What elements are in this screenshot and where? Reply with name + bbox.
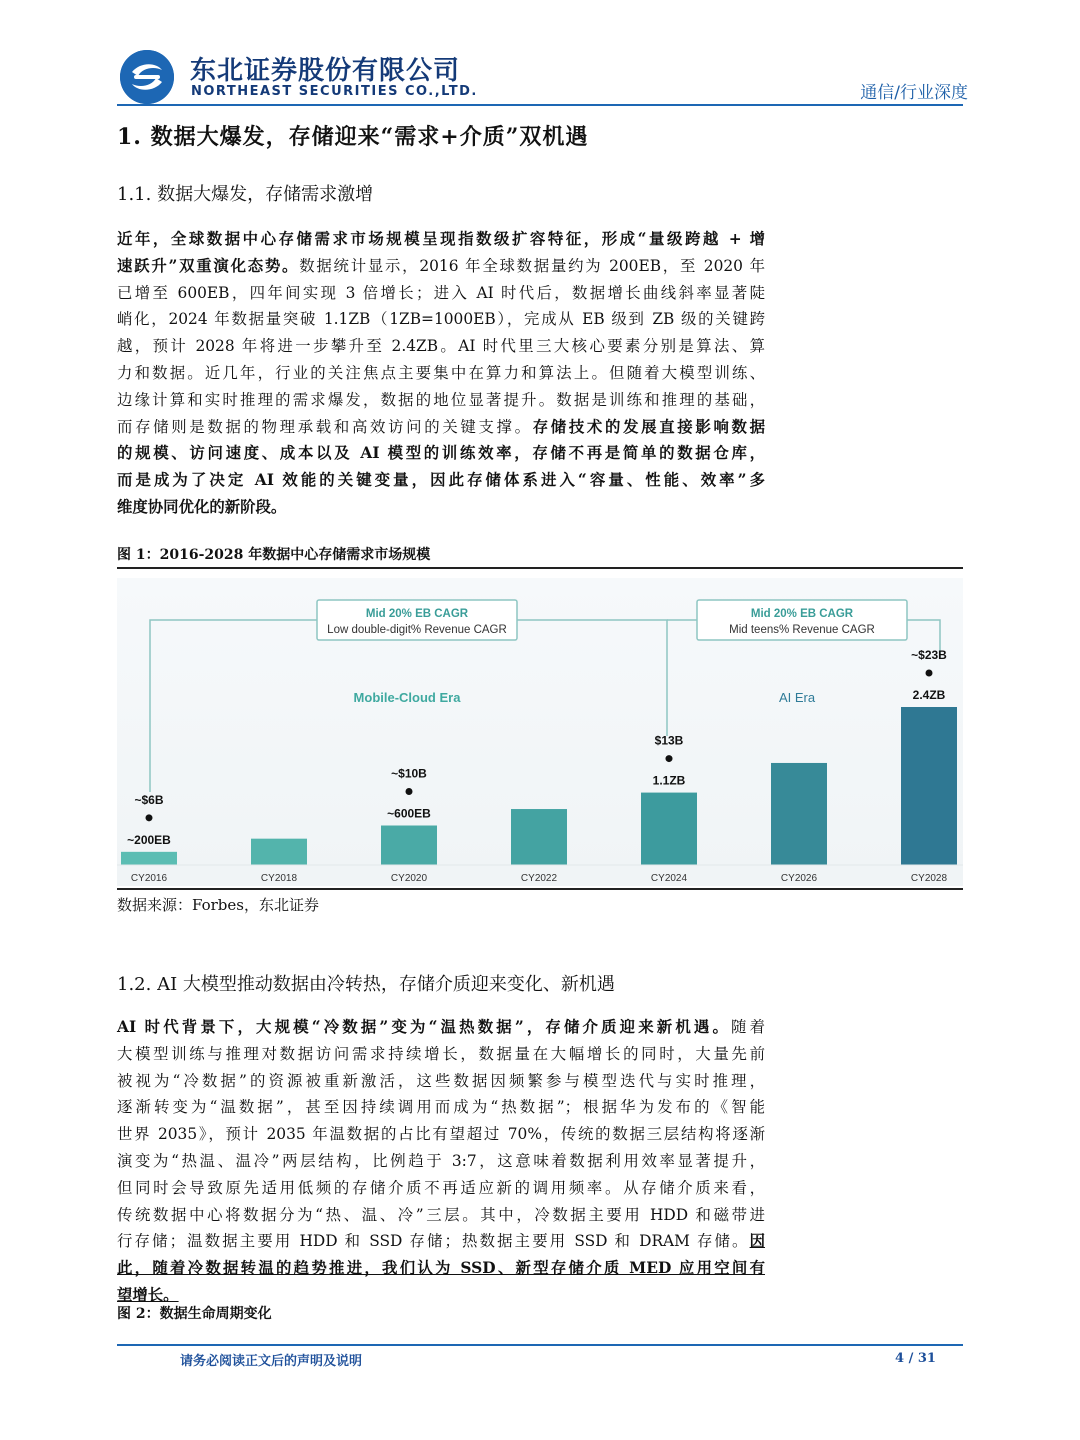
data-label-volume: 1.1ZB [652, 773, 686, 788]
text-run: 传统数据中心将数据分为“热、温、冷”三层。其中，冷数据主要用 HDD 和磁带进 [117, 1205, 765, 1224]
text-run: 大模型训练与推理对数据访问需求持续增长，数据量在大幅增长的同时，大量先前 [117, 1044, 765, 1063]
text-run: 越，预计 2028 年将进一步攀升至 2.4ZB。AI 时代里三大核心要素分别是算法、算 [117, 337, 765, 356]
logo-swirl-icon [120, 50, 174, 104]
section-heading: 1. 数据大爆发，存储迎来“需求+介质”双机遇 [117, 124, 589, 150]
company-name-en: NORTHEAST SECURITIES CO.,LTD. [191, 84, 478, 99]
figure-1-title: 图 1：2016-2028 年数据中心存储需求市场规模 [117, 547, 431, 563]
footer-notice: 请务必阅读正文后的声明及说明 [180, 1354, 363, 1369]
text-run: 数据统计显示，2016 年全球数据量约为 200EB，至 2020 年 [299, 256, 765, 275]
revenue-marker [146, 814, 153, 821]
data-label-volume: ~600EB [387, 806, 431, 821]
paragraph-line [117, 360, 765, 387]
paragraph-line [117, 387, 765, 414]
paragraph-line [117, 1014, 765, 1041]
text-run: 而存储则是数据的物理承载和高效访问的关键支撑。 [117, 417, 533, 436]
header-divider [117, 104, 963, 106]
revenue-marker [926, 670, 933, 677]
text-run: 行存储；温数据主要用 HDD 和 SSD 存储；热数据主要用 SSD 和 DRAM 存储。 [117, 1232, 750, 1251]
text-run: 力和数据。近几年，行业的关注焦点主要集中在算力和算法上。但随着大模型训练、 [117, 363, 765, 382]
bold-text-run: 因 [749, 1232, 765, 1251]
paragraph-line [117, 1228, 765, 1255]
bold-text-run: 而是成为了决定 AI 效能的关键变量，因此存储体系进入“容量、性能、效率”多 [117, 471, 765, 490]
paragraph-line [117, 1175, 765, 1202]
bold-text-run: 维度协同优化的新阶段。 [117, 497, 287, 516]
era2-name: AI Era [778, 690, 816, 705]
bold-text-run: AI 时代背景下，大规模“冷数据”变为“温热数据”，存储介质迎来新机遇。 [117, 1018, 732, 1036]
revenue-marker [406, 788, 413, 795]
bar-cy2022 [511, 809, 567, 865]
x-tick-label: CY2020 [390, 873, 428, 884]
paragraph-line [117, 1068, 765, 1095]
figure-2-title: 图 2：数据生命周期变化 [117, 1306, 272, 1322]
figure-1-source: 数据来源：Forbes，东北证券 [117, 896, 319, 914]
figure-1-chart [117, 578, 963, 886]
x-tick-label: CY2016 [130, 873, 168, 884]
bold-text-run: 近年，全球数据中心存储需求市场规模呈现指数级扩容特征，形成“量级跨越 + 增 [117, 230, 765, 248]
paragraph-line [117, 253, 765, 280]
paragraph-line [117, 1148, 765, 1175]
era2-cagr-line2: Mid teens% Revenue CAGR [729, 624, 875, 636]
paragraph-line [117, 467, 765, 494]
paragraph-line [117, 1255, 765, 1282]
text-run: 随着 [731, 1018, 765, 1036]
figure-1-top-rule [117, 567, 963, 569]
paragraph-line [117, 1121, 765, 1148]
bar-cy2020 [381, 826, 437, 866]
bold-text-run: 存储技术的发展直接影响数据 [532, 417, 765, 436]
x-tick-label: CY2022 [520, 873, 558, 884]
era2-cagr-line1: Mid 20% EB CAGR [750, 608, 854, 620]
revenue-marker [666, 755, 673, 762]
text-run: 峭化，2024 年数据量突破 1.1ZB（1ZB=1000EB），完成从 EB 级到 ZB 级的关键跨 [117, 310, 765, 329]
page-number: 4 / 31 [895, 1351, 936, 1366]
paragraph-line [117, 226, 765, 253]
paragraph-line [117, 1202, 765, 1229]
data-label-revenue: ~$10B [391, 766, 427, 781]
bold-text-run: 望增长。 [117, 1285, 179, 1304]
text-run: 逐渐转变为“温数据”，甚至因持续调用而成为“热数据”；根据华为发布的《智能 [117, 1098, 765, 1117]
paragraph-line [117, 306, 765, 333]
data-label-revenue: ~$6B [134, 792, 164, 807]
x-tick-label: CY2018 [260, 873, 298, 884]
paragraph-2 [117, 1014, 765, 1309]
era1-name: Mobile-Cloud Era [353, 690, 461, 705]
bar-cy2024 [641, 793, 697, 865]
text-run: 但同时会导致原先适用低频的存储介质不再适应新的调用频率。从存储介质来看， [117, 1178, 765, 1197]
paragraph-line [117, 494, 765, 521]
text-run: 演变为“热温、温冷”两层结构，比例趋于 3:7，这意味着数据利用效率显著提升， [117, 1151, 765, 1170]
paragraph-line [117, 440, 765, 467]
x-tick-label: CY2028 [910, 873, 948, 884]
paragraph-1 [117, 226, 765, 521]
text-run: 已增至 600EB，四年间实现 3 倍增长；进入 AI 时代后，数据增长曲线斜率显著陡 [117, 283, 765, 302]
era1-cagr-line1: Mid 20% EB CAGR [365, 608, 469, 620]
x-tick-label: CY2024 [650, 873, 688, 884]
section-tag: 通信/行业深度 [860, 83, 968, 103]
bar-chart [117, 578, 963, 886]
bar-cy2028 [901, 707, 957, 865]
paragraph-line [117, 333, 765, 360]
bold-text-run: 的规模、访问速度、成本以及 AI 模型的训练效率，存储不再是简单的数据仓库， [117, 444, 765, 463]
bar-cy2018 [251, 839, 307, 865]
paragraph-line [117, 1094, 765, 1121]
text-run: 被视为“冷数据”的资源被重新激活，这些数据因频繁参与模型迭代与实时推理， [117, 1071, 765, 1090]
company-logo [120, 50, 174, 104]
figure-1-bottom-rule [117, 888, 963, 890]
company-name-cn: 东北证券股份有限公司 [190, 56, 461, 86]
x-tick-label: CY2026 [780, 873, 818, 884]
subsection-heading-1: 1.1. 数据大爆发，存储需求激增 [117, 184, 374, 205]
data-label-revenue: ~$23B [911, 648, 947, 662]
text-run: 世界 2035》，预计 2035 年温数据的占比有望超过 70%，传统的数据三层结构将逐渐 [117, 1125, 765, 1144]
data-label-revenue: $13B [654, 733, 684, 748]
bar-cy2026 [771, 763, 827, 865]
footer-divider [117, 1344, 963, 1346]
bold-text-run: 速跃升”双重演化态势。 [117, 256, 300, 275]
paragraph-line [117, 280, 765, 307]
paragraph-line [117, 414, 765, 441]
paragraph-line [117, 1041, 765, 1068]
subsection-heading-2: 1.2. AI 大模型推动数据由冷转热，存储介质迎来变化、新机遇 [117, 974, 615, 995]
data-label-volume: ~200EB [127, 832, 171, 847]
data-label-volume: 2.4ZB [912, 688, 946, 702]
era1-cagr-line2: Low double-digit% Revenue CAGR [327, 624, 507, 636]
text-run: 边缘计算和实时推理的需求爆发，数据的地位显著提升。数据是训练和推理的基础， [117, 390, 765, 409]
bold-text-run: 此，随着冷数据转温的趋势推进，我们认为 SSD、新型存储介质 MED 应用空间有 [117, 1259, 765, 1278]
bar-cy2016 [121, 852, 177, 865]
